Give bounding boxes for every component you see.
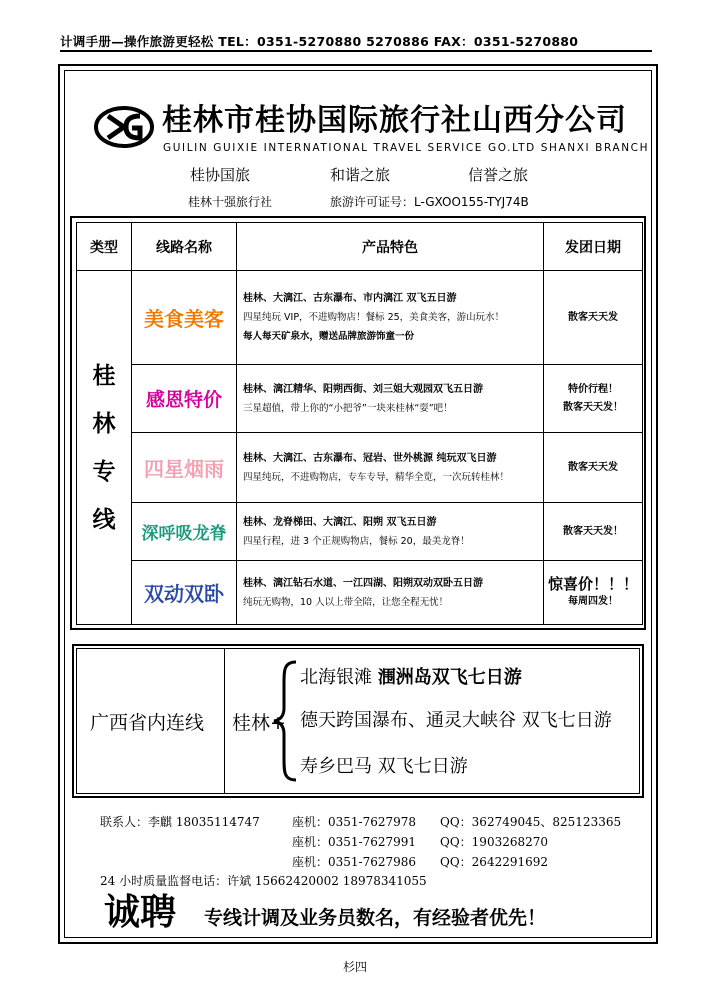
landline-3: 座机：0351-7627986 [292, 855, 417, 869]
route-features-cell [237, 503, 544, 561]
route-features-cell [237, 271, 544, 365]
departure-text: 散客天天发！ [563, 525, 623, 537]
route-date-cell [544, 561, 643, 625]
route-date-cell [544, 271, 643, 365]
guangxi-label: 广西省内连线 [90, 712, 205, 734]
route-logo-cell [132, 561, 237, 625]
route-place: 北海银滩 [300, 667, 372, 688]
route-logo-cell [132, 271, 237, 365]
header-features: 产品特色 [237, 223, 544, 271]
route-title: 桂林、大漓江、古东瀑布、冠岩、世外桃源 纯玩双飞日游 [243, 452, 497, 464]
route-brand-logo: 四星烟雨 [144, 457, 224, 481]
top10-label: 桂林十强旅行社 [188, 195, 273, 209]
route-features-cell [237, 433, 544, 503]
route-detail: 涠洲岛双飞七日游 [377, 667, 522, 688]
route-brand-logo: 感恩特价 [145, 389, 222, 411]
category-char: 专 [92, 458, 116, 485]
route-feature-line: 每人每天矿泉水，赠送品牌旅游饰童一份 [243, 331, 415, 342]
route-title: 桂林、大漓江、古东瀑布、市内漓江 双飞五日游 [243, 293, 457, 304]
departure-text: 惊喜价！！！ [547, 574, 638, 593]
route-title: 桂林、漓江钻石水道、一江四湖、阳朔双动双卧五日游 [243, 577, 483, 589]
slogan-1: 桂协国旅 [190, 166, 251, 184]
slogan-2: 和谐之旅 [330, 166, 391, 184]
qq-3: QQ：2642291692 [440, 855, 549, 869]
route-place: 德天跨国瀑布、通灵大峡谷 [300, 710, 516, 731]
table-row [77, 433, 643, 503]
route-feature-line: 纯玩无购物，10 人以上带全陪，让您全程无忧！ [243, 596, 449, 608]
category-cell [77, 271, 132, 625]
departure-text: 每周四发！ [568, 595, 618, 607]
route-features-cell [237, 561, 544, 625]
qq-2: QQ：1903268270 [440, 835, 549, 849]
company-name-en: GUILIN GUIXIE INTERNATIONAL TRAVEL SERVICE GO.LTD SHANXI BRANCH [163, 142, 650, 154]
header-departure: 发团日期 [544, 223, 643, 271]
table-row [77, 365, 643, 433]
departure-text: 散客天天发！ [563, 401, 623, 413]
route-place: 寿乡巴马 [300, 756, 372, 777]
company-name-cn: 桂林市桂协国际旅行社山西分公司 [162, 103, 627, 138]
route-logo-cell [132, 433, 237, 503]
header-type: 类型 [77, 223, 132, 271]
contact-person: 联系人：李麒 18035114747 [100, 815, 260, 829]
recruit-title: 诚聘 [104, 891, 177, 933]
recruit-text: 专线计调及业务员数名，有经验者优先！ [204, 907, 547, 929]
table-row [77, 503, 643, 561]
route-features-cell [237, 365, 544, 433]
route-feature-line: 四星行程，进 3 个正规购物店，餐标 20，最美龙脊！ [243, 535, 470, 547]
guangxi-route-3 [300, 752, 468, 778]
qq-1: QQ：362749045、825123365 [440, 815, 622, 829]
route-date-cell [544, 503, 643, 561]
departure-text: 特价行程！ [568, 383, 618, 395]
route-title: 桂林、龙脊梯田、大漓江、阳朔 双飞五日游 [243, 516, 437, 528]
guangxi-prefix: 桂林+ [232, 712, 286, 734]
table-row [77, 561, 643, 625]
guangxi-route-2 [300, 706, 612, 732]
route-logo-cell [132, 503, 237, 561]
top-header-line: 计调手册—操作旅游更轻松 TEL：0351-5270880 5270886 FAX：0351-5270880 [60, 34, 652, 52]
table-row [77, 271, 643, 365]
route-brand-logo: 双动双卧 [144, 582, 224, 606]
quality-hotline: 24 小时质量监督电话：许斌 15662420002 18978341055 [100, 874, 427, 888]
route-detail: 双飞七日游 [521, 710, 612, 731]
header-route-name: 线路名称 [132, 223, 237, 271]
company-logo [94, 106, 154, 148]
guangxi-divider [224, 648, 225, 794]
slogan-3: 信誉之旅 [468, 166, 529, 184]
route-date-cell [544, 433, 643, 503]
guangxi-route-1 [300, 663, 522, 689]
route-feature-line: 四星纯玩 VIP，不进购物店！餐标 25，美食美客，游山玩水！ [243, 312, 505, 323]
route-feature-line: 四星纯玩，不进购物店，专车专导，精华全览，一次玩转桂林！ [243, 471, 510, 483]
route-table [76, 222, 643, 625]
table-header-row [77, 223, 643, 271]
license-number: 旅游许可证号：L-GXOO155-TYJ74B [330, 195, 529, 209]
route-detail: 双飞七日游 [377, 756, 468, 777]
route-title: 桂林、漓江精华、阳朔西街、刘三姐大观园双飞五日游 [243, 383, 483, 395]
category-char: 林 [92, 410, 116, 437]
route-feature-line: 三星超值，带上你的“小把爷”一块来桂林“耍”吧！ [243, 402, 453, 414]
departure-text: 散客天天发 [568, 311, 618, 323]
route-brand-logo: 深呼吸龙脊 [141, 524, 227, 544]
route-brand-logo: 美食美客 [144, 307, 224, 331]
departure-text: 散客天天发 [568, 461, 618, 473]
route-logo-cell [132, 365, 237, 433]
curly-brace-icon [270, 658, 300, 784]
page-number: 杉四 [343, 960, 368, 974]
route-date-cell [544, 365, 643, 433]
landline-1: 座机：0351-7627978 [292, 815, 417, 829]
landline-2: 座机：0351-7627991 [292, 835, 417, 849]
category-char: 线 [92, 506, 116, 533]
category-char: 桂 [92, 362, 116, 389]
